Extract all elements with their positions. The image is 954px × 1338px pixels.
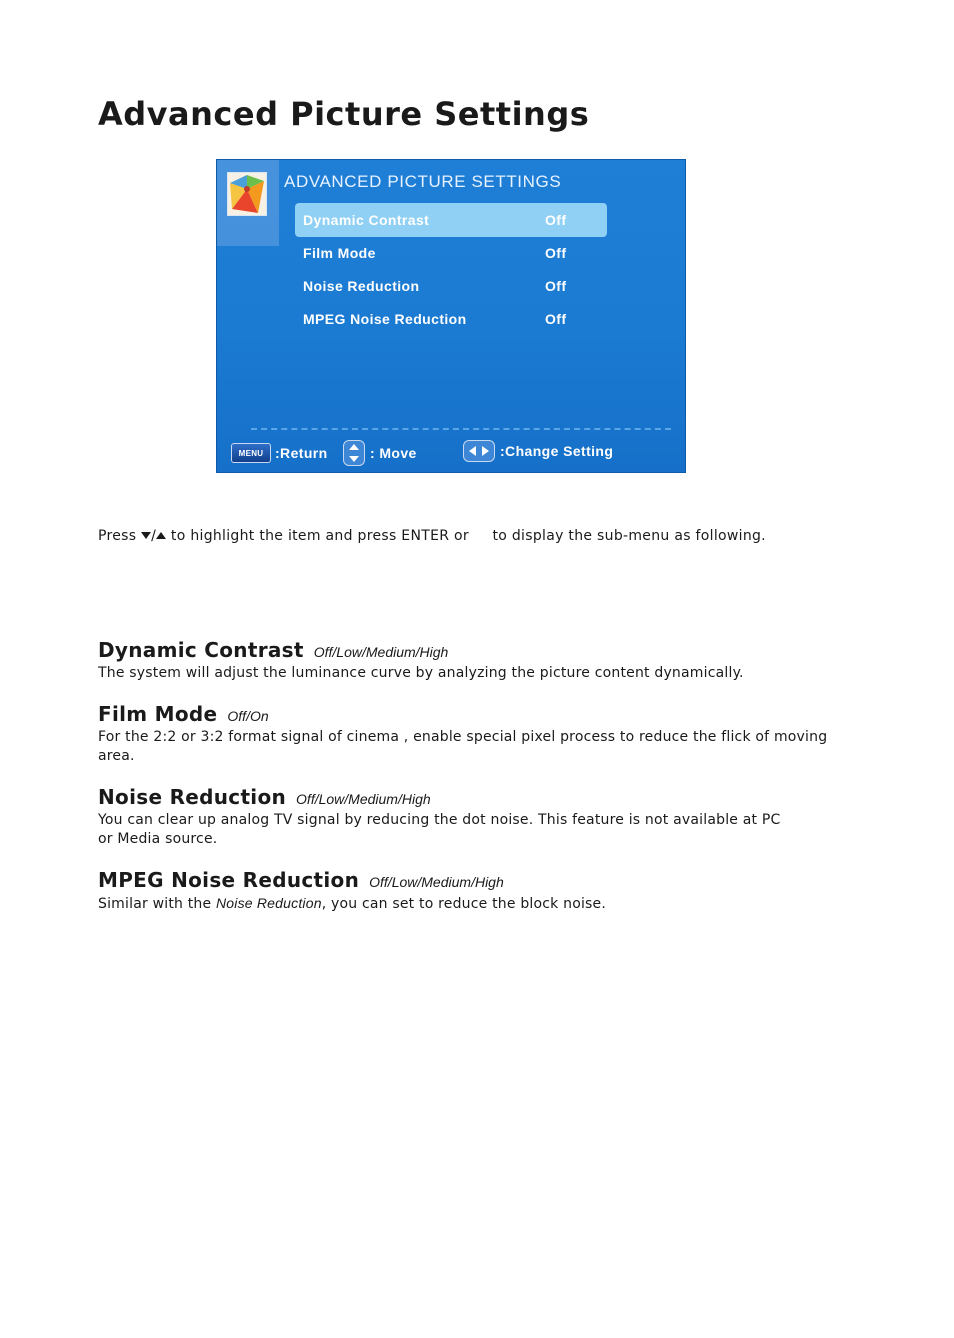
osd-item-mpeg-noise-reduction[interactable] <box>295 302 607 336</box>
down-arrow-icon <box>141 532 151 539</box>
section-description: For the 2:2 or 3:2 format signal of cinema , enable special pixel process to reduce the flick of moving area. <box>98 729 828 764</box>
osd-item-label: Noise Reduction <box>303 278 420 294</box>
osd-item-film-mode[interactable] <box>295 236 607 270</box>
section-dynamic-contrast <box>98 638 858 683</box>
osd-item-label: Film Mode <box>303 245 376 261</box>
osd-footer <box>217 438 686 468</box>
section-title: Noise Reduction <box>98 785 287 809</box>
instruction-suffix: to display the sub-menu as following. <box>492 528 766 544</box>
change-setting-hint: :Change Setting <box>500 443 614 459</box>
up-arrow-icon <box>156 532 166 539</box>
section-description-line2: or Media source. <box>98 831 218 847</box>
section-film-mode <box>98 702 858 766</box>
section-options: Off/Low/Medium/High <box>369 874 504 890</box>
section-mpeg-noise-reduction <box>98 868 858 914</box>
menu-key-icon: MENU <box>231 443 271 463</box>
tv-osd-screen <box>216 159 686 473</box>
page-title: Advanced Picture Settings <box>98 95 590 133</box>
section-description-line1: You can clear up analog TV signal by reducing the dot noise. This feature is not available at PC <box>98 812 781 828</box>
osd-item-label: MPEG Noise Reduction <box>303 311 467 327</box>
osd-sidebar <box>217 160 279 246</box>
instruction-middle: to highlight the item and press ENTER or <box>170 528 469 544</box>
section-title: MPEG Noise Reduction <box>98 868 360 892</box>
section-description-suffix: , you can set to reduce the block noise. <box>321 896 607 912</box>
osd-divider <box>251 428 671 430</box>
instruction-prefix: Press <box>98 528 137 544</box>
osd-item-label: Dynamic Contrast <box>303 212 430 228</box>
section-options: Off/Low/Medium/High <box>296 791 431 807</box>
picture-icon <box>227 172 267 216</box>
section-noise-reduction <box>98 785 858 849</box>
section-options: Off/On <box>227 708 269 724</box>
osd-item-value: Off <box>545 311 567 327</box>
section-title: Film Mode <box>98 702 218 726</box>
section-description-emphasis: Noise Reduction <box>215 895 322 911</box>
osd-item-value: Off <box>545 278 567 294</box>
section-description <box>98 894 858 914</box>
section-description: The system will adjust the luminance curve by analyzing the picture content dynamically. <box>98 665 744 681</box>
section-options: Off/Low/Medium/High <box>313 644 449 660</box>
osd-item-noise-reduction[interactable] <box>295 269 607 303</box>
osd-item-value: Off <box>545 212 567 228</box>
return-hint: :Return <box>275 445 328 461</box>
section-description <box>98 811 858 849</box>
osd-item-value: Off <box>545 245 567 261</box>
left-right-arrow-icon <box>463 440 495 462</box>
osd-menu-list <box>295 203 607 335</box>
up-down-arrow-icon <box>343 440 365 466</box>
instruction-text <box>98 528 766 544</box>
section-title: Dynamic Contrast <box>98 638 304 662</box>
section-description-prefix: Similar with the <box>98 896 216 912</box>
instruction-slash: / <box>151 528 157 544</box>
move-hint: : Move <box>370 445 417 461</box>
osd-title: ADVANCED PICTURE SETTINGS <box>284 172 562 191</box>
osd-item-dynamic-contrast[interactable] <box>295 203 607 237</box>
